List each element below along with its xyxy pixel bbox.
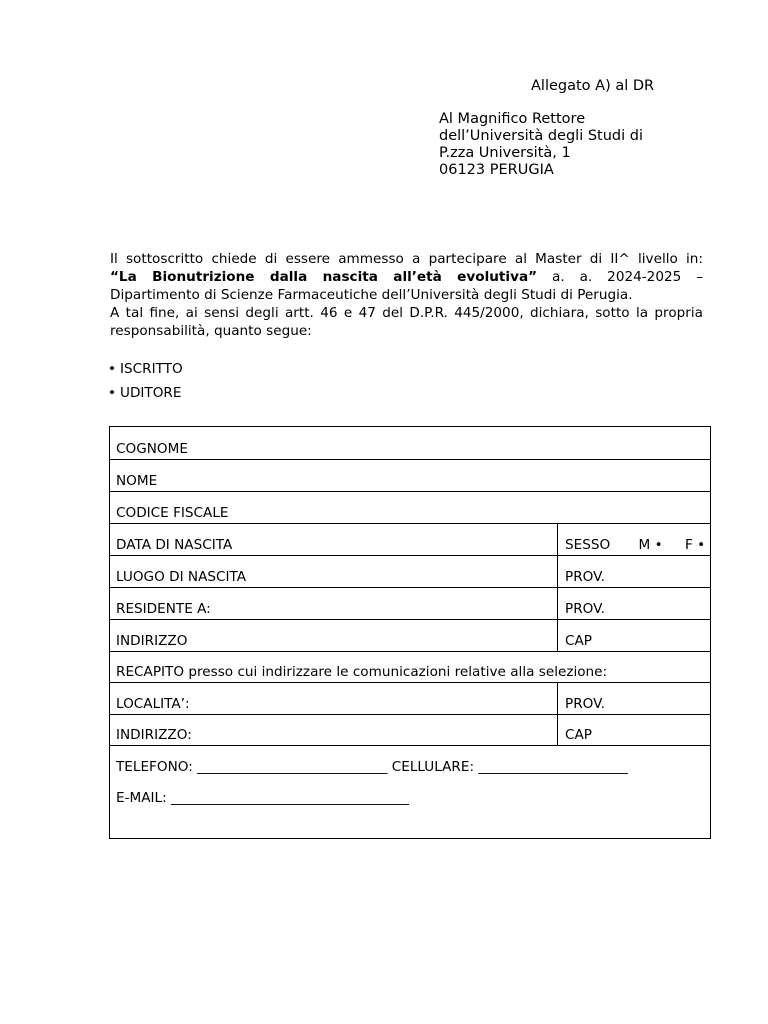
bullet-icon: •: [108, 361, 117, 377]
option-uditore[interactable]: [108, 384, 183, 408]
field-label: CAP: [565, 727, 592, 743]
applicant-form: [109, 426, 711, 839]
paragraph-line: [110, 268, 703, 286]
annex-reference: Allegato A) al DR: [531, 78, 655, 94]
field-label: PROV.: [565, 569, 605, 585]
sesso-field: [565, 537, 705, 553]
field-cognome[interactable]: [110, 427, 710, 460]
field-indirizzo-recapito[interactable]: [110, 715, 710, 746]
column-divider: [557, 683, 558, 746]
field-label: PROV.: [565, 696, 605, 712]
request-paragraph: [110, 250, 703, 340]
field-indirizzo[interactable]: [110, 620, 710, 652]
field-luogo-nascita[interactable]: [110, 556, 710, 588]
field-label: INDIRIZZO:: [116, 727, 192, 743]
sesso-m-option[interactable]: [639, 537, 663, 553]
field-email[interactable]: E-MAIL: ___________________________________: [116, 790, 409, 806]
sesso-label: SESSO: [565, 537, 611, 553]
academic-year: a. a. 2024-2025 –: [537, 269, 703, 285]
field-label: LUOGO DI NASCITA: [116, 569, 247, 585]
paragraph-line: Il sottoscritto chiede di essere ammesso a partecipare al Master di II^ livello in:: [110, 251, 703, 267]
sesso-f-label: F: [684, 537, 693, 553]
field-label: RESIDENTE A:: [116, 601, 211, 617]
field-label: RECAPITO presso cui indirizzare le comunicazioni relative alla selezione:: [116, 664, 608, 680]
column-divider: [557, 523, 558, 652]
field-label: CODICE FISCALE: [116, 505, 229, 521]
addressee-line: Al Magnifico Rettore: [439, 111, 586, 127]
field-label: CAP: [565, 633, 592, 649]
sesso-f-option[interactable]: [685, 537, 705, 553]
field-data-nascita[interactable]: [110, 524, 710, 556]
field-label: PROV.: [565, 601, 605, 617]
enrollment-options: [108, 360, 183, 408]
option-label: ISCRITTO: [120, 361, 183, 377]
bullet-icon: •: [654, 537, 663, 553]
field-recapito: [110, 652, 710, 683]
bullet-icon: •: [697, 537, 706, 553]
sesso-m-label: M: [638, 537, 651, 553]
field-telefono-cellulare[interactable]: TELEFONO: ____________________________ CELLULARE: ______________________: [116, 759, 628, 775]
addressee-line: 06123 PERUGIA: [439, 162, 554, 178]
field-label: DATA DI NASCITA: [116, 537, 233, 553]
field-residente[interactable]: [110, 588, 710, 620]
bullet-icon: •: [108, 385, 117, 401]
field-localita[interactable]: [110, 683, 710, 715]
addressee-line: P.zza Università, 1: [439, 145, 571, 161]
addressee-block: [439, 111, 643, 179]
field-codice-fiscale[interactable]: [110, 492, 710, 524]
paragraph-line: responsabilità, quanto segue:: [110, 323, 312, 339]
field-label: LOCALITA’:: [116, 696, 190, 712]
paragraph-line: Dipartimento di Scienze Farmaceutiche dell’Università degli Studi di Perugia.: [110, 287, 633, 303]
field-label: INDIRIZZO: [116, 633, 188, 649]
option-iscritto[interactable]: [108, 360, 183, 384]
paragraph-line: A tal fine, ai sensi degli artt. 46 e 47 del D.P.R. 445/2000, dichiara, sotto la propria: [110, 305, 703, 321]
field-nome[interactable]: [110, 460, 710, 492]
field-label: NOME: [116, 473, 158, 489]
field-label: COGNOME: [116, 441, 188, 457]
addressee-line: dell’Università degli Studi di: [439, 128, 643, 144]
option-label: UDITORE: [120, 385, 182, 401]
master-title: “La Bionutrizione dalla nascita all’età evolutiva”: [110, 269, 538, 285]
